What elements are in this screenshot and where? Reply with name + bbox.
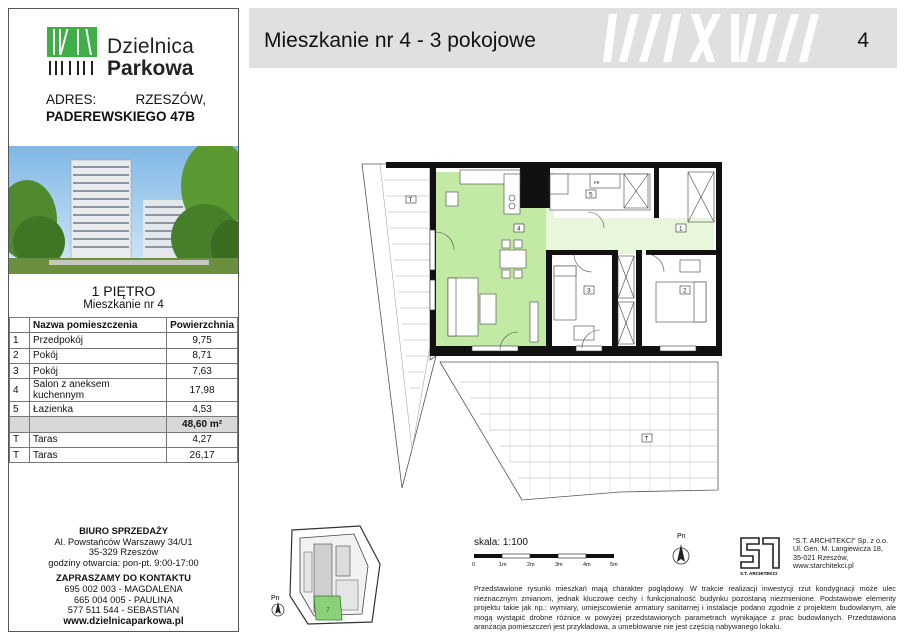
room-label: 5 [589,191,593,199]
table-row [10,402,238,417]
address-label: ADRES: [46,92,97,107]
room-label: 2 [683,287,687,295]
table-row [10,448,238,463]
page-title: Mieszkanie nr 4 - 3 pokojowe [264,29,536,52]
room-area: 17,98 [167,379,238,402]
address-street: PADEREWSKIEGO 47B [46,109,196,124]
room-area: 9,75 [167,333,238,348]
key-plan [262,524,384,628]
header-pattern-icon [597,8,827,68]
table-header-row [10,318,238,333]
room-label: 3 [587,287,591,295]
room-name: Przedpokój [30,333,167,348]
room-label: 1 [679,225,683,233]
col-nr-header [10,318,30,333]
room-area: 4,53 [167,402,238,417]
scale-tick: 5m [610,562,618,568]
flat-number: 4 [857,29,869,52]
north-arrow-icon [667,530,695,570]
scale-tick: 3m [555,562,563,568]
room-area: 7,63 [167,363,238,378]
room-nr: 4 [10,379,30,402]
floor-label: 1 PIĘTRO [91,283,156,299]
col-name-header: Nazwa pomieszczenia [30,318,167,333]
floor-plan [350,150,730,515]
office-hours: godziny otwarcia: pon-pt. 9:00-17:00 [48,557,199,568]
room-nr: 1 [10,333,30,348]
office-city: 35-329 Rzeszów [88,547,159,558]
north-label: Pn [271,595,280,602]
office-title: BIURO SPRZEDAŻY [79,526,168,536]
terrace-small [362,164,436,488]
contact-phone[interactable]: 695 002 003 - MAGDALENA [64,583,183,594]
scale-tick: 4m [583,562,591,568]
address-city: RZESZÓW, [135,92,206,107]
room-name: Pokój [30,348,167,363]
room-nr: 5 [10,402,30,417]
website-link[interactable]: www.dzielnicaparkowa.pl [63,615,184,627]
architect-name: "S.T. ARCHITEKCI" Sp. z o.o. [793,536,888,545]
architect-website[interactable]: www.starchitekci.pl [793,561,854,571]
disclaimer-text: Przedstawione rysunki mieszkań mają charakter poglądowy. W trakcie realizacji inwestycji rzut kondygnacji może ulec nieznacznym zmianom, jednak kluczowe cechy i funkcjonalność budynku pozostaną niezmienione. Podstawowe elementy projektu takie jak np.: wymiary, umiejscowienie armatury sanitarnej i instalacje podano zgodnie z projektem budowlanym, ale mogą wystąpić drobne różnice w powyżej przedstawionych parametrach wynikające z prac budowlanych. Przedstawiona aranżacja pomieszczeń jest przykładowa, a umeblowanie nie jest częścią nabywanego lokalu. [474,584,896,631]
table-row [10,348,238,363]
total-spacer [30,417,167,432]
col-area-header: Powierzchnia [167,318,238,333]
contact-title: ZAPRASZAMY DO KONTAKTU [56,573,191,584]
room-name: Pokój [30,363,167,378]
info-panel [8,8,239,632]
brand-name-line2: Parkowa [107,57,194,80]
terrace-name: Taras [30,432,167,447]
scale-tick: 0 [472,562,476,568]
architect-city: 35-021 Rzeszów, [793,552,849,562]
room-nr: 2 [10,348,30,363]
scale-label: skala: 1:100 [474,537,528,548]
room-label: T [408,198,413,204]
rooms-table [9,317,238,463]
brand-name-line1: Dzielnica [107,35,194,58]
contact-phone[interactable]: 577 511 544 - SEBASTIAN [67,605,180,616]
office-street: Al. Powstańców Warszawy 34/U1 [54,536,193,547]
scale-bar [472,552,622,572]
table-row [10,432,238,447]
terrace-nr: T [10,448,30,463]
architect-logo-icon [737,534,783,576]
room-nr: 3 [10,363,30,378]
terrace-name: Taras [30,448,167,463]
architect-street: Ul. Gen. M. Langiewicza 18, [793,544,883,554]
room-name: Łazienka [30,402,167,417]
terrace-large [440,362,718,500]
architect-logo-caption: S.T. ARCHITEKCI [740,571,778,576]
room-label: T [644,436,649,443]
flat-label: Mieszkanie nr 4 [83,299,164,311]
brand-logo-icon [47,27,97,77]
scale-tick: 1m [499,562,507,568]
contact-phone[interactable]: 665 004 005 - PAULINA [73,594,174,605]
table-row [10,333,238,348]
key-plan-marker: 7 [326,607,330,614]
total-area: 48,60 m² [167,417,238,432]
room-name: Salon z aneksem kuchennym [30,379,167,402]
terrace-area: 4,27 [167,432,238,447]
north-arrow-icon [272,602,284,616]
table-row [10,363,238,378]
north-label: Pn [677,533,686,540]
appliance-label-icon: PR [594,180,600,185]
building-photo [9,146,238,274]
terrace-area: 26,17 [167,448,238,463]
address-line1 [46,92,206,107]
terrace-nr: T [10,432,30,447]
room-area: 8,71 [167,348,238,363]
brand-logo [47,19,217,81]
scale-tick: 2m [527,562,535,568]
sales-office [9,526,238,627]
total-spacer [10,417,30,432]
page-header [249,8,897,68]
table-row [10,379,238,402]
total-row [10,417,238,432]
architect-info [793,537,888,571]
room-label: 4 [517,225,521,233]
room-hall [546,218,714,254]
